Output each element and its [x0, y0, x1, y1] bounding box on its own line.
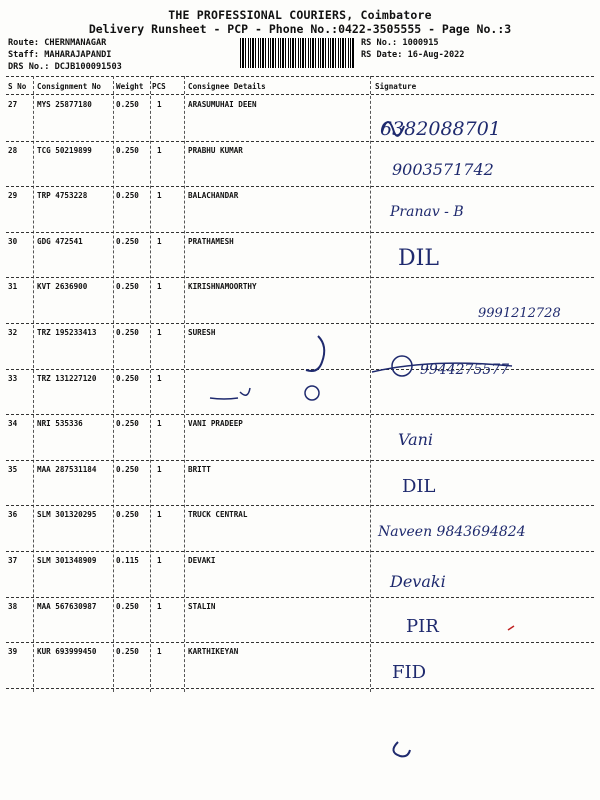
- consignee-name: PRATHAMESH: [188, 236, 234, 246]
- serial-number: 32: [8, 328, 18, 337]
- serial-number: 33: [8, 373, 18, 383]
- col-header-sno: S No: [8, 82, 27, 91]
- consignment-number: SLM 301348909: [37, 556, 97, 565]
- consignee-name: STALIN: [188, 601, 216, 611]
- consignment-number: MAA 287531184: [37, 464, 97, 474]
- signature-row-34: Vani: [398, 430, 434, 449]
- pieces-count: 1: [157, 373, 162, 383]
- pieces-count: 1: [157, 510, 162, 520]
- consignment-number: NRI 535336: [37, 419, 83, 429]
- serial-number: 35: [8, 464, 18, 474]
- runsheet-subtitle: Delivery Runsheet - PCP - Phone No.:0422-3505555 - Page No.:3: [88, 22, 512, 36]
- weight-value: 0.250: [116, 419, 139, 429]
- consignment-number: TRZ 195233413: [37, 328, 97, 337]
- consignee-name: KIRISHNAMOORTHY: [188, 282, 257, 292]
- col-header-signature: Signature: [375, 82, 417, 91]
- pieces-count: 1: [157, 464, 162, 474]
- company-title: THE PROFESSIONAL COURIERS, Coimbatore: [168, 8, 432, 22]
- pieces-count: 1: [157, 145, 162, 155]
- drs-number: DRS No.: DCJB100091503: [8, 62, 122, 72]
- serial-number: 34: [8, 419, 18, 429]
- weight-value: 0.250: [116, 145, 139, 155]
- signature-row-31: 9991212728: [478, 306, 561, 321]
- consignee-name: TRUCK CENTRAL: [188, 510, 248, 520]
- serial-number: 28: [8, 145, 18, 155]
- serial-number: 30: [8, 236, 18, 246]
- pieces-count: 1: [157, 100, 162, 109]
- consignment-number: TCG 50219899: [37, 145, 92, 155]
- weight-value: 0.250: [116, 191, 139, 201]
- pieces-count: 1: [157, 419, 162, 429]
- consignment-number: MYS 25877180: [37, 100, 92, 109]
- consignment-number: SLM 301320295: [37, 510, 97, 520]
- col-header-weight: Weight: [116, 82, 144, 91]
- pieces-count: 1: [157, 328, 162, 337]
- consignment-number: TRZ 131227120: [37, 373, 97, 383]
- pieces-count: 1: [157, 282, 162, 292]
- consignee-name: PRABHU KUMAR: [188, 145, 243, 155]
- serial-number: 37: [8, 556, 18, 565]
- consignment-number: KUR 693999450: [37, 647, 97, 657]
- weight-value: 0.250: [116, 328, 139, 337]
- col-header-consignment: Consignment No: [37, 82, 102, 91]
- pieces-count: 1: [157, 191, 162, 201]
- signature-row-27: 6382088701: [380, 118, 501, 140]
- serial-number: 36: [8, 510, 18, 520]
- consignee-name: DEVAKI: [188, 556, 216, 565]
- consignee-name: SURESH: [188, 328, 216, 337]
- consignee-name: ARASUMUHAI DEEN: [188, 100, 257, 109]
- pieces-count: 1: [157, 556, 162, 565]
- signature-row-35: DIL: [402, 476, 436, 497]
- consignment-number: KVT 2636900: [37, 282, 88, 292]
- serial-number: 38: [8, 601, 18, 611]
- route-label: Route: CHERNMANAGAR: [8, 38, 107, 48]
- signature-row-32: 9944275577: [420, 362, 510, 378]
- serial-number: 31: [8, 282, 18, 292]
- signature-row-37: Devaki: [390, 572, 446, 591]
- weight-value: 0.115: [116, 556, 139, 565]
- rs-number: RS No.: 1000915: [361, 38, 439, 48]
- weight-value: 0.250: [116, 647, 139, 657]
- col-header-pcs: PCS: [152, 82, 166, 91]
- col-header-consignee: Consignee Details: [188, 82, 266, 91]
- consignee-name: VANI PRADEEP: [188, 419, 243, 429]
- consignee-name: BALACHANDAR: [188, 191, 239, 201]
- serial-number: 29: [8, 191, 18, 201]
- signature-row-30: DIL: [398, 246, 439, 271]
- pieces-count: 1: [157, 236, 162, 246]
- weight-value: 0.250: [116, 282, 139, 292]
- signature-row-38: PIR: [406, 616, 439, 637]
- serial-number: 39: [8, 647, 18, 657]
- consignment-number: TRP 4753228: [37, 191, 88, 201]
- pieces-count: 1: [157, 647, 162, 657]
- weight-value: 0.250: [116, 100, 139, 109]
- weight-value: 0.250: [116, 373, 139, 383]
- signature-row-39: FID: [392, 662, 427, 683]
- serial-number: 27: [8, 100, 18, 109]
- staff-label: Staff: MAHARAJAPANDI: [8, 50, 112, 60]
- weight-value: 0.250: [116, 601, 139, 611]
- rs-date: RS Date: 16-Aug-2022: [361, 50, 465, 60]
- signature-row-28: 9003571742: [392, 160, 494, 179]
- consignment-number: GDG 472541: [37, 236, 83, 246]
- consignee-name: KARTHIKEYAN: [188, 647, 239, 657]
- weight-value: 0.250: [116, 510, 139, 520]
- signature-row-29: Pranav - B: [390, 204, 464, 220]
- weight-value: 0.250: [116, 236, 139, 246]
- consignment-number: MAA 567630987: [37, 601, 97, 611]
- consignee-name: BRITT: [188, 464, 211, 474]
- pieces-count: 1: [157, 601, 162, 611]
- weight-value: 0.250: [116, 464, 139, 474]
- signature-row-36: Naveen 9843694824: [378, 524, 526, 540]
